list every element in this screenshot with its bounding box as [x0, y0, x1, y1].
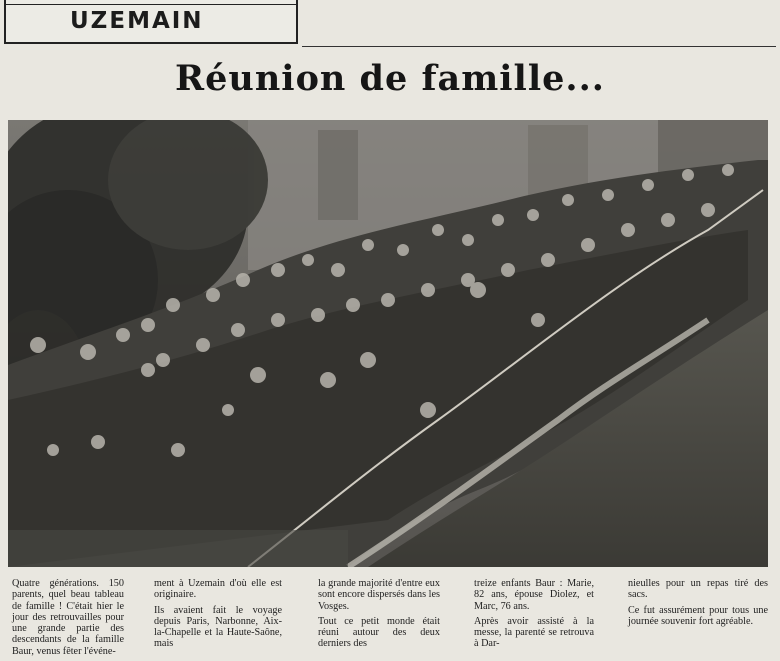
photo-drawing [8, 120, 768, 567]
family-reunion-photo [8, 120, 768, 567]
caption-column-1 [12, 578, 124, 661]
caption-paragraph: Ce fut assurément pour tous une journée souvenir fort agréable. [628, 604, 768, 627]
town-header-box [4, 0, 298, 44]
caption-paragraph: Ils avaient fait le voyage depuis Paris, Narbonne, Aix-la-Chapelle et la Haute-Saône, mais [154, 604, 282, 650]
caption [8, 578, 768, 657]
caption-paragraph: Tout ce petit monde était réuni autour des deux derniers des [318, 615, 440, 650]
caption-paragraph: Après avoir assisté à la messe, la parenté se retrouva à Dar- [474, 615, 594, 650]
caption-paragraph: la grande majorité d'entre eux sont encore dispersés dans les Vosges. [318, 578, 440, 612]
caption-column-3 [318, 578, 440, 654]
headline: Réunion de famille... [175, 58, 605, 99]
caption-paragraph: nieulles pour un repas tiré des sacs. [628, 578, 768, 601]
caption-paragraph: Quatre générations. 150 parents, quel beau tableau de famille ! C'était hier le jour des retrouvailles pour une grande partie des descendants de la famille Baur, venus fêter l'événe- [12, 578, 124, 657]
header-rule [302, 46, 776, 47]
caption-column-4 [474, 578, 594, 654]
caption-column-5 [628, 578, 768, 631]
header-box-rule [6, 0, 296, 5]
caption-column-2 [154, 578, 282, 654]
caption-paragraph: ment à Uzemain d'où elle est originaire. [154, 578, 282, 601]
town-name: UZEMAIN [70, 8, 204, 34]
caption-paragraph: treize enfants Baur : Marie, 82 ans, épouse Diolez, et Marc, 76 ans. [474, 578, 594, 612]
